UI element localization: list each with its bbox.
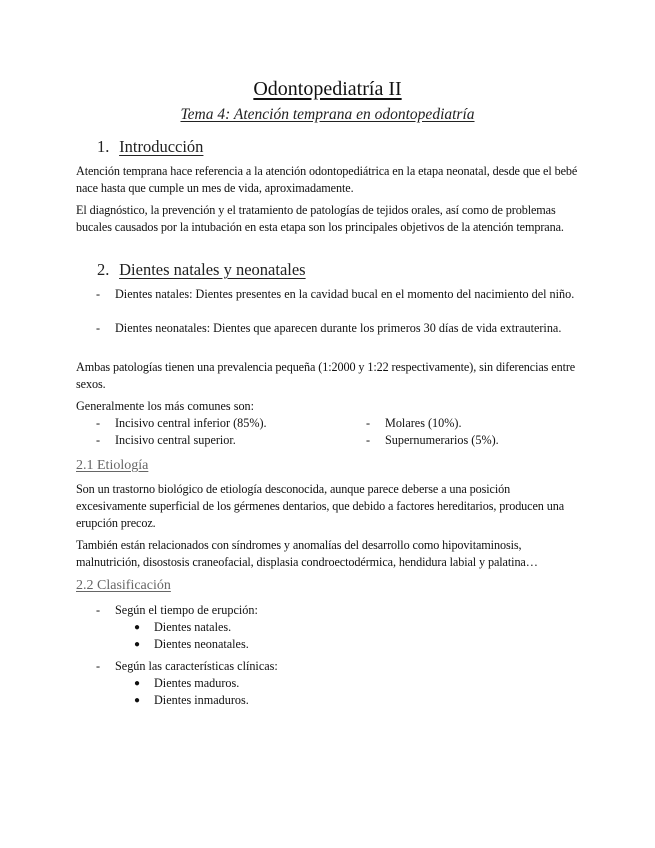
dash-marker: - xyxy=(96,287,101,301)
section-2-2-heading: 2.2 Clasificación xyxy=(76,578,171,593)
list-item xyxy=(134,636,249,653)
dash-marker: - xyxy=(96,659,101,673)
section-1-paragraph-2: El diagnóstico, la prevención y el tratamiento de patologías de tejidos orales, así como de problemas bucales causados por la intubación en esta etapa son los principales objetivos de la atención temprana. xyxy=(76,203,564,234)
list-item xyxy=(96,286,581,303)
dash-marker: - xyxy=(366,433,371,447)
dash-marker: - xyxy=(96,321,101,335)
bullet-icon: ● xyxy=(134,639,141,650)
classification-group-label: Según las características clínicas: xyxy=(115,659,278,673)
dash-marker: - xyxy=(96,416,101,430)
section-2-1-heading: 2.1 Etiología xyxy=(76,458,149,473)
list-item-text: Dientes maduros. xyxy=(154,676,240,690)
classification-group-label: Según el tiempo de erupción: xyxy=(115,603,258,617)
common-intro: Generalmente los más comunes son: xyxy=(76,399,255,413)
document-subtitle: Tema 4: Atención temprana en odontopediatría xyxy=(180,106,475,123)
list-item-text: Dientes neonatales. xyxy=(154,637,249,651)
bullet-icon: ● xyxy=(134,678,141,689)
common-left-item: Incisivo central inferior (85%). xyxy=(115,416,267,430)
section-2-title: Dientes natales y neonatales xyxy=(119,260,306,279)
common-left-item: Incisivo central superior. xyxy=(115,433,236,447)
list-item-text: Dientes neonatales: Dientes que aparecen durante los primeros 30 días de vida extrauterina. xyxy=(115,321,562,335)
section-1-number: 1. xyxy=(97,137,110,156)
list-item-text: Dientes natales. xyxy=(154,620,232,634)
section-2-1-paragraph-1: Son un trastorno biológico de etiología desconocida, aunque parece deberse a una posición excesivamente superficial de los gérmenes dentarios, que debido a factores hereditarios, producen una erupción precoz. xyxy=(76,482,565,530)
section-2-paragraph: Ambas patologías tienen una prevalencia pequeña (1:2000 y 1:22 respectivamente), sin diferencias entre sexos. xyxy=(76,360,576,391)
common-right-item: Molares (10%). xyxy=(385,416,462,430)
list-item-text: Dientes inmaduros. xyxy=(154,693,249,707)
common-right-item: Supernumerarios (5%). xyxy=(385,433,499,447)
section-2-number: 2. xyxy=(97,260,110,279)
dash-marker: - xyxy=(366,416,371,430)
section-2-1-paragraph-2: También están relacionados con síndromes y anomalías del desarrollo como hipovitaminosis, malnutrición, disostosis craneofacial, displasia condroectodérmica, hendidura labial y palatina… xyxy=(76,538,538,569)
section-1-title: Introducción xyxy=(119,137,204,156)
list-item xyxy=(134,675,239,692)
dash-marker: - xyxy=(96,433,101,447)
bullet-icon: ● xyxy=(134,695,141,706)
document-title: Odontopediatría II xyxy=(253,78,402,100)
list-item xyxy=(134,692,249,709)
bullet-icon: ● xyxy=(134,622,141,633)
list-item xyxy=(134,619,231,636)
dash-marker: - xyxy=(96,603,101,617)
list-item-text: Dientes natales: Dientes presentes en la cavidad bucal en el momento del nacimiento del niño. xyxy=(115,287,575,301)
section-2-heading xyxy=(97,260,306,280)
list-item xyxy=(96,320,581,337)
section-1-heading xyxy=(97,137,203,157)
section-1-paragraph-1: Atención temprana hace referencia a la atención odontopediátrica en la etapa neonatal, desde que el bebé nace hasta que cumple un mes de vida, aproximadamente. xyxy=(76,164,578,195)
